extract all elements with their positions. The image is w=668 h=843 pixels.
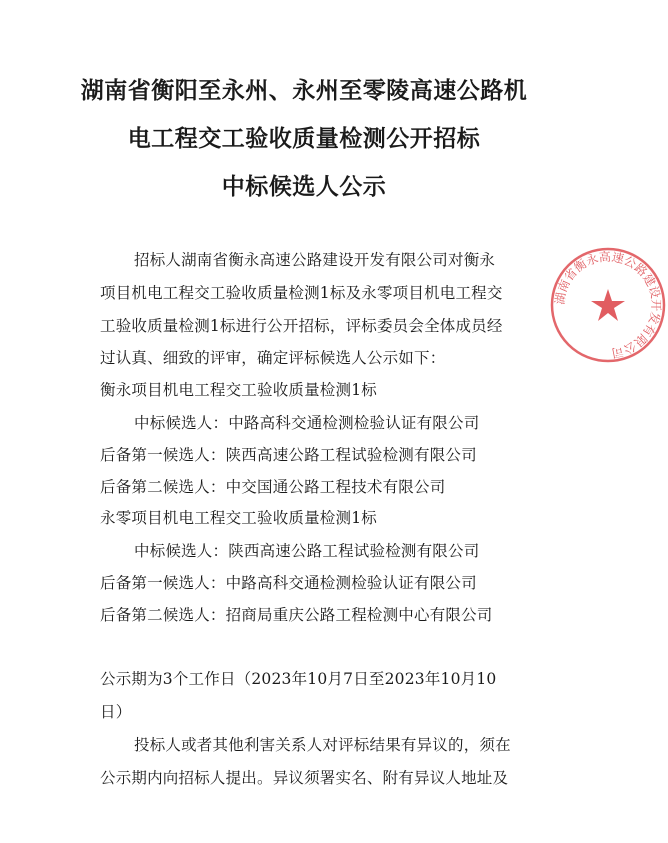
- objection-line-2: 公示期内向招标人提出。异议须署实名、附有异议人地址及: [100, 769, 509, 787]
- section1-backup1: 后备第一候选人：陕西高速公路工程试验检测有限公司: [100, 446, 477, 464]
- intro-line-2: 项目机电工程交工验收质量检测1标及永零项目机电工程交: [100, 284, 503, 302]
- section1-heading: 衡永项目机电工程交工验收质量检测1标: [100, 381, 377, 399]
- title-line-1: 湖南省衡阳至永州、永州至零陵高速公路机: [80, 77, 528, 104]
- company-seal-stamp: [548, 245, 668, 365]
- intro-line-1: 招标人湖南省衡永高速公路建设开发有限公司对衡永: [134, 251, 496, 269]
- objection-line-1: 投标人或者其他利害关系人对评标结果有异议的，须在: [134, 736, 511, 754]
- section1-backup2: 后备第二候选人：中交国通公路工程技术有限公司: [100, 478, 446, 496]
- period-line-1: 公示期为3个工作日（2023年10月7日至2023年10月10: [100, 670, 497, 688]
- title-line-2: 电工程交工验收质量检测公开招标: [127, 125, 481, 152]
- section2-backup1: 后备第一候选人：中路高科交通检测检验认证有限公司: [100, 574, 477, 592]
- section1-winner: 中标候选人：中路高科交通检测检验认证有限公司: [134, 414, 480, 432]
- intro-line-3: 工验收质量检测1标进行公开招标，评标委员会全体成员经: [100, 317, 503, 335]
- section2-backup2: 后备第二候选人：招商局重庆公路工程检测中心有限公司: [100, 606, 493, 624]
- section2-winner: 中标候选人：陕西高速公路工程试验检测有限公司: [134, 542, 480, 560]
- period-line-2: 日）: [100, 703, 132, 721]
- title-line-3: 中标候选人公示: [221, 173, 387, 200]
- intro-line-4: 过认真、细致的评审，确定评标候选人公示如下：: [100, 349, 446, 367]
- seal-text: 湖南省衡永高速公路建设开发有限公司: [552, 249, 664, 361]
- section2-heading: 永零项目机电工程交工验收质量检测1标: [100, 509, 377, 527]
